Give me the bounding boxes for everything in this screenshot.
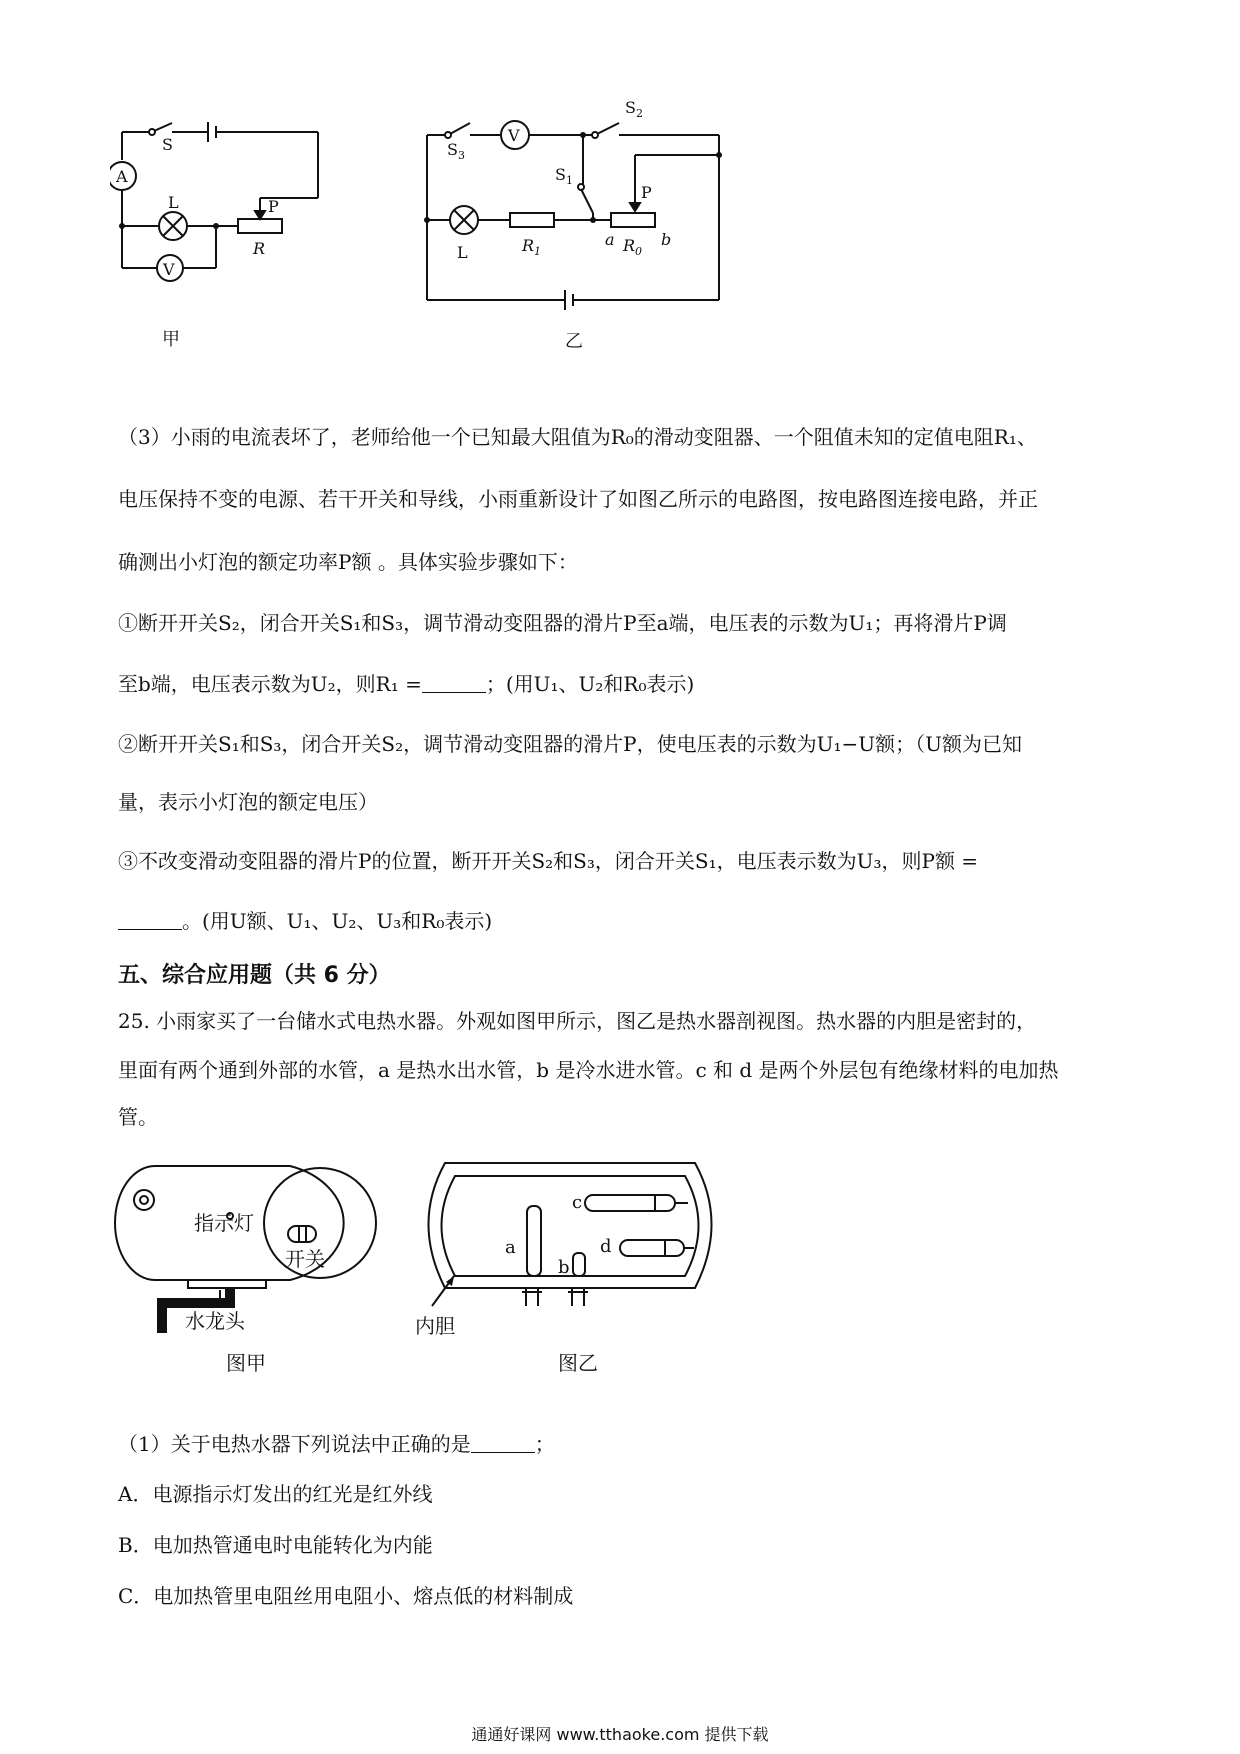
resistor-r1-label: $R_1$ (522, 236, 542, 258)
end-a-label: a (605, 230, 615, 249)
switch-s3-label: $S_3$ (447, 140, 465, 162)
switch-label: 开关 (285, 1247, 325, 1271)
heater-c-label: c (572, 1192, 583, 1213)
resistor-label: R (253, 239, 266, 258)
section-heading: 五、综合应用题（共 6 分） (118, 963, 391, 988)
q3-line-3: 确测出小灯泡的额定功率P额 。具体实验步骤如下： (118, 550, 578, 574)
answer-blank (422, 674, 486, 693)
q25-1-stem: （1）关于电热水器下列说法中正确的是 ； (118, 1432, 555, 1456)
circuit-diagram-yi (415, 95, 735, 355)
page-footer: 通通好课网 www.tthaoke.com 提供下载 (471, 1725, 769, 1744)
figure-caption: 图甲 (226, 1351, 266, 1375)
q3-step3-line-1: ③不改变滑动变阻器的滑片P的位置，断开开关S₂和S₃，闭合开关S₁，电压表示数为U₃，则P额 = (118, 849, 979, 873)
lamp-label: L (168, 193, 179, 212)
circuit-diagram-jia (110, 120, 360, 350)
q3-step1-line-2: 至b端，电压表示数为U₂，则R₁ = ；(用U₁、U₂和R₀表示) (118, 672, 695, 696)
q25-line-1: 25. 小雨家买了一台储水式电热水器。外观如图甲所示，图乙是热水器剖视图。热水器的内胆是密封的， (118, 1009, 1037, 1033)
q3-step1-line-1: ①断开开关S₂，闭合开关S₁和S₃，调节滑动变阻器的滑片P至a端，电压表的示数为U₁；再将滑片P调 (118, 611, 1007, 635)
slider-label: P (641, 183, 652, 202)
indicator-label: 指示灯 (194, 1211, 254, 1235)
answer-blank (471, 1434, 535, 1453)
q3-step3-line-2: 。(用U额、U₁、U₂、U₃和R₀表示) (118, 907, 492, 935)
switch-s1-label: $S_1$ (555, 165, 573, 187)
water-heater-exterior-figure (110, 1158, 395, 1378)
heater-d-label: d (600, 1236, 612, 1257)
q3-step2-line-2: 量，表示小灯泡的额定电压） (118, 790, 378, 814)
lamp-label: L (457, 243, 468, 262)
option-a: A．电源指示灯发出的红光是红外线 (118, 1482, 433, 1506)
switch-label: S (162, 135, 173, 154)
end-b-label: b (661, 230, 672, 249)
resistor-r0-label: $R_0$ (623, 236, 643, 258)
q3-line-1: （3）小雨的电流表坏了，老师给他一个已知最大阻值为R₀的滑动变阻器、一个阻值未知的定值电阻R₁、 (118, 425, 1037, 449)
voltmeter-label: V (163, 260, 175, 279)
switch-s2-label: $S_2$ (625, 98, 643, 120)
q3-step2-line-1: ②断开开关S₁和S₃，闭合开关S₂，调节滑动变阻器的滑片P，使电压表的示数为U₁−U额；（U额为已知 (118, 732, 1022, 756)
q25-line-2: 里面有两个通到外部的水管，a 是热水出水管，b 是冷水进水管。c 和 d 是两个外层包有绝缘材料的电加热 (118, 1058, 1059, 1082)
faucet-label: 水龙头 (185, 1309, 245, 1333)
q3-line-2: 电压保持不变的电源、若干开关和导线，小雨重新设计了如图乙所示的电路图，按电路图连接电路，并正 (118, 487, 1038, 511)
answer-blank (118, 911, 182, 930)
liner-label: 内胆 (415, 1314, 455, 1338)
hot-pipe-label: a (505, 1237, 516, 1258)
option-b: B．电加热管通电时电能转化为内能 (118, 1533, 433, 1557)
voltmeter-label: V (508, 126, 520, 145)
slider-label: P (268, 197, 279, 216)
option-c: C．电加热管里电阻丝用电阻小、熔点低的材料制成 (118, 1584, 574, 1608)
q25-line-3: 管。 (118, 1105, 158, 1129)
figure-caption: 图乙 (558, 1351, 598, 1375)
figure-caption: 甲 (162, 329, 180, 350)
figure-caption: 乙 (565, 331, 583, 352)
ammeter-label: A (116, 167, 128, 186)
cold-pipe-label: b (558, 1257, 570, 1278)
water-heater-cutaway-figure (410, 1158, 740, 1378)
